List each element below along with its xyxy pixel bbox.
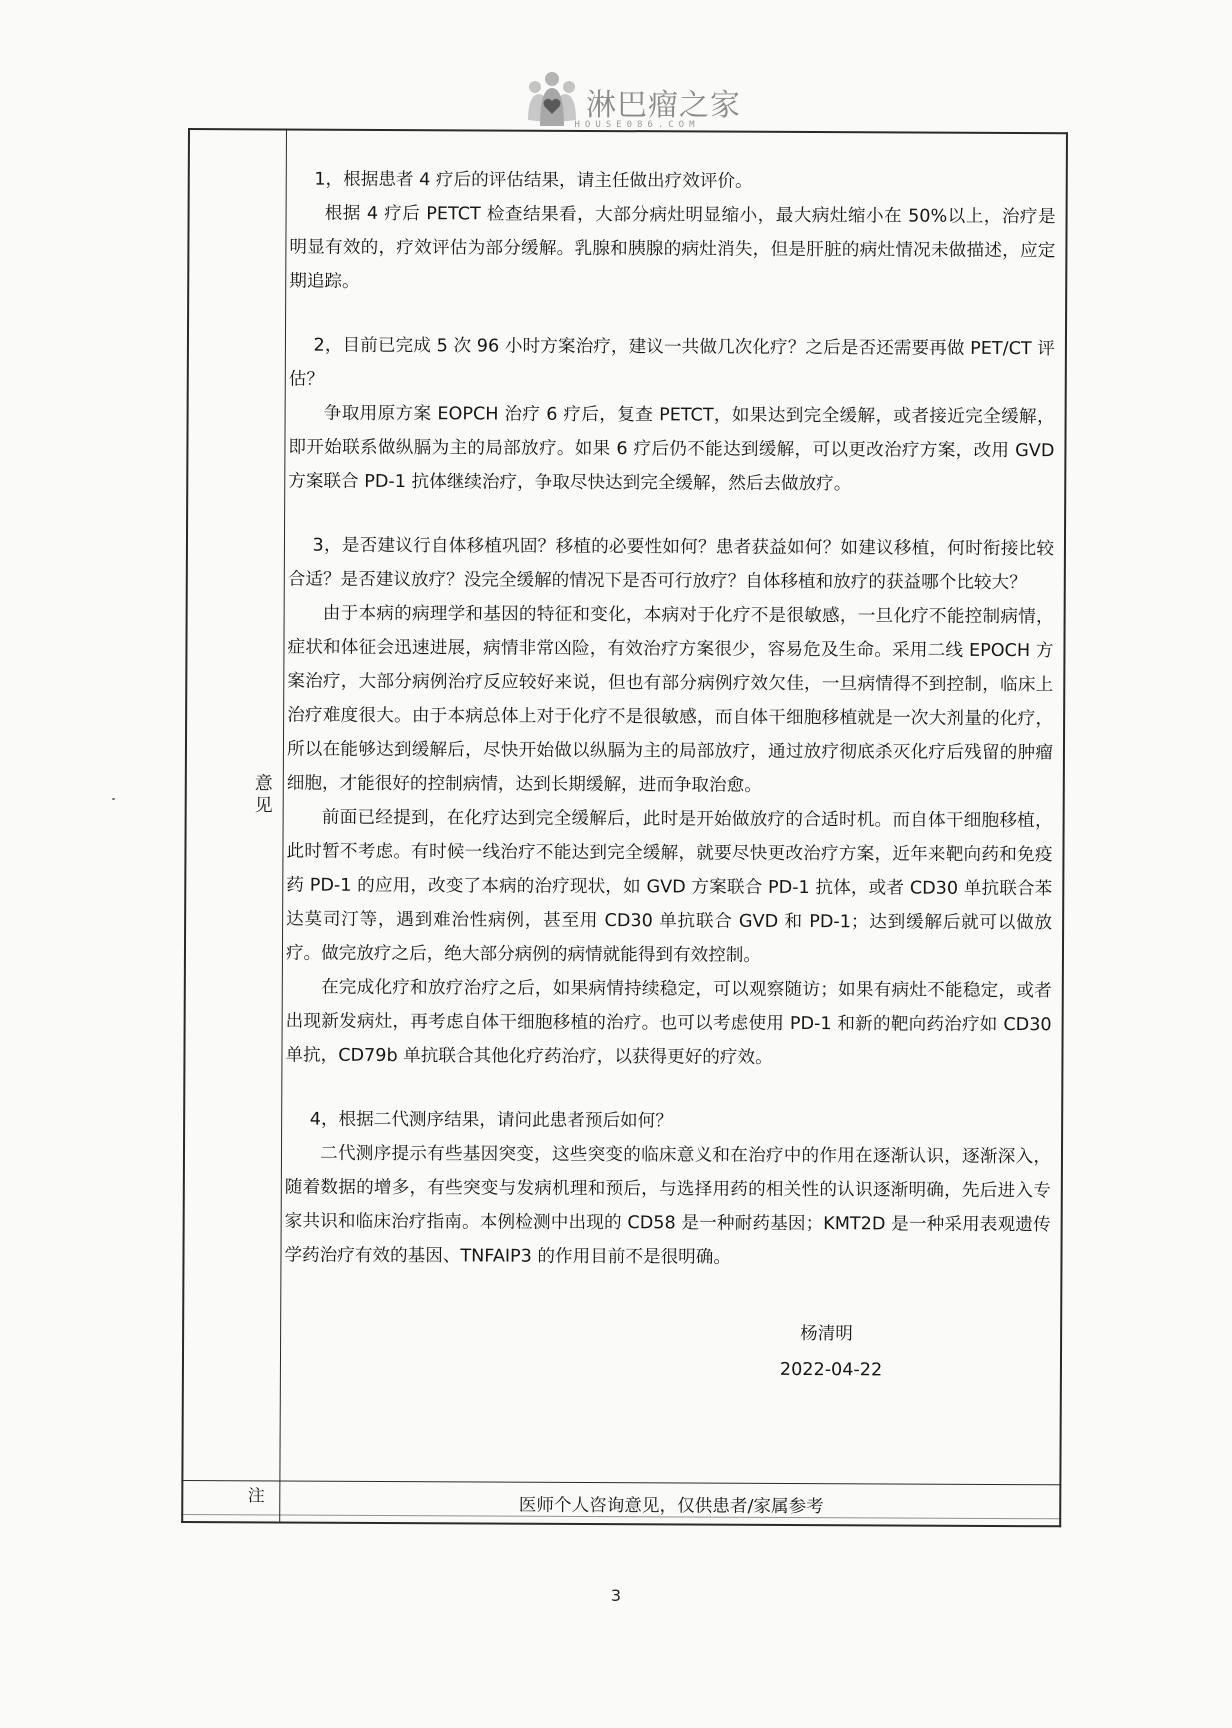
table-row-divider [181,1480,1061,1486]
answer-3-paragraph-3: 在完成化疗和放疗治疗之后，如果病情持续稳定，可以观察随访；如果有病灶不能稳定，或者出现新发病灶，再考虑自体干细胞移植的治疗。也可以考虑使用 PD-1 和新的靶向药治疗如 CD30 单抗，CD79b 单抗联合其他化疗药治疗，以获得更好的疗效。 [285,977,1052,1068]
note-label: 注 [247,1486,265,1507]
answer-3-paragraph-1: 由于本病的病理学和基因的特征和变化，本病对于化疗不是很敏感，一旦化疗不能控制病情，症状和体征会迅速进展，病情非常凶险，有效治疗方案很少，容易危及生命。采用二线 EPOCH 方案治疗，大部分病例治疗反应较好来说，但也有部分病例疗效欠佳，一旦病情得不到控制，临床上治疗难度很大。由于本病总体上对于化疗不是很敏感，而自体干细胞移植就是一次大剂量的化疗，所以在能够达到缓解后，尽快开始做以纵膈为主的局部放疗，通过放疗彻底杀灭化疗后残留的肿瘤细胞，才能很好的控制病情，达到长期缓解，进而争取治愈。 [286,603,1054,796]
opinion-table [181,128,1068,1532]
answer-4: 二代测序提示有些基因突变，这些突变的临床意义和在治疗中的作用在逐渐认识，逐渐深入，随着数据的增多，有些突变与发病机理和预后，与选择用药的相关性的认识逐渐明确，先后进入专家共识和临床治疗指南。本例检测中出现的 CD58 是一种耐药基因；KMT2D 是一种采用表观遗传学药治疗有效的基因、TNFAIP3 的作用目前不是很明确。 [284,1143,1052,1268]
scan-speck [112,798,115,800]
signature-date: 2022-04-22 [779,1359,883,1381]
logo-subtitle: HOUSE086.COM [574,120,700,130]
opinion-content [284,162,1055,1276]
page-number: 3 [610,1586,622,1605]
answer-1: 根据 4 疗后 PETCT 检查结果看，大部分病灶明显缩小，最大病灶缩小在 50%以上，治疗是明显有效的，疗效评估为部分缓解。乳腺和胰腺的病灶消失，但是肝脏的病灶情况未做描述，应定期追踪。 [289,203,1056,292]
table-border-right [1059,132,1067,1527]
note-text: 医师个人咨询意见，仅供患者/家属参考 [518,1495,824,1518]
question-4: 4，根据二代测序结果，请问此患者预后如何？ [309,1109,673,1132]
opinion-label: 意见 [251,773,273,818]
question-2: 2，目前已完成 5 次 96 小时方案治疗，建议一共做几次化疗？之后是否还需要再做 PET/CT 评估？ [288,335,1055,390]
site-logo [522,70,752,134]
table-border-bottom [181,1521,1061,1527]
answer-3-paragraph-2: 前面已经提到，在化疗达到完全缓解后，此时是开始做放疗的合适时机。而自体干细胞移植，此时暂不考虑。有时候一线治疗不能达到完全缓解，就要尽快更改治疗方案，近年来靶向药和免疫药 PD-1 的应用，改变了本病的治疗现状，如 GVD 方案联合 PD-1 抗体，或者 CD30 单抗联合苯达莫司汀等，遇到难治性病例，甚至用 CD30 单抗联合 GVD 和 PD-1；达到缓解后就可以做放疗。做完放疗之后，绝大部分病例的病情就能得到有效控制。 [285,807,1053,966]
signature-name: 杨清明 [800,1324,853,1345]
question-3: 3，是否建议行自体移植巩固？移植的必要性如何？患者获益如何？如建议移植，何时衔接比较合适？是否建议放疗？没完全缓解的情况下是否可行放疗？自体移植和放疗的获益哪个比较大？ [287,535,1055,594]
question-1: 1，根据患者 4 疗后的评估结果，请主任做出疗效评价。 [314,169,753,192]
answer-2: 争取用原方案 EOPCH 治疗 6 疗后，复查 PETCT，如果达到完全缓解，或者接近完全缓解，即开始联系做纵膈为主的局部放疗。如果 6 疗后仍不能达到缓解，可以更改治疗方案，改用 GVD 方案联合 PD-1 抗体继续治疗，争取尽快达到完全缓解，然后去做放疗。 [288,403,1055,495]
logo-title: 淋巴瘤之家 [586,88,741,123]
